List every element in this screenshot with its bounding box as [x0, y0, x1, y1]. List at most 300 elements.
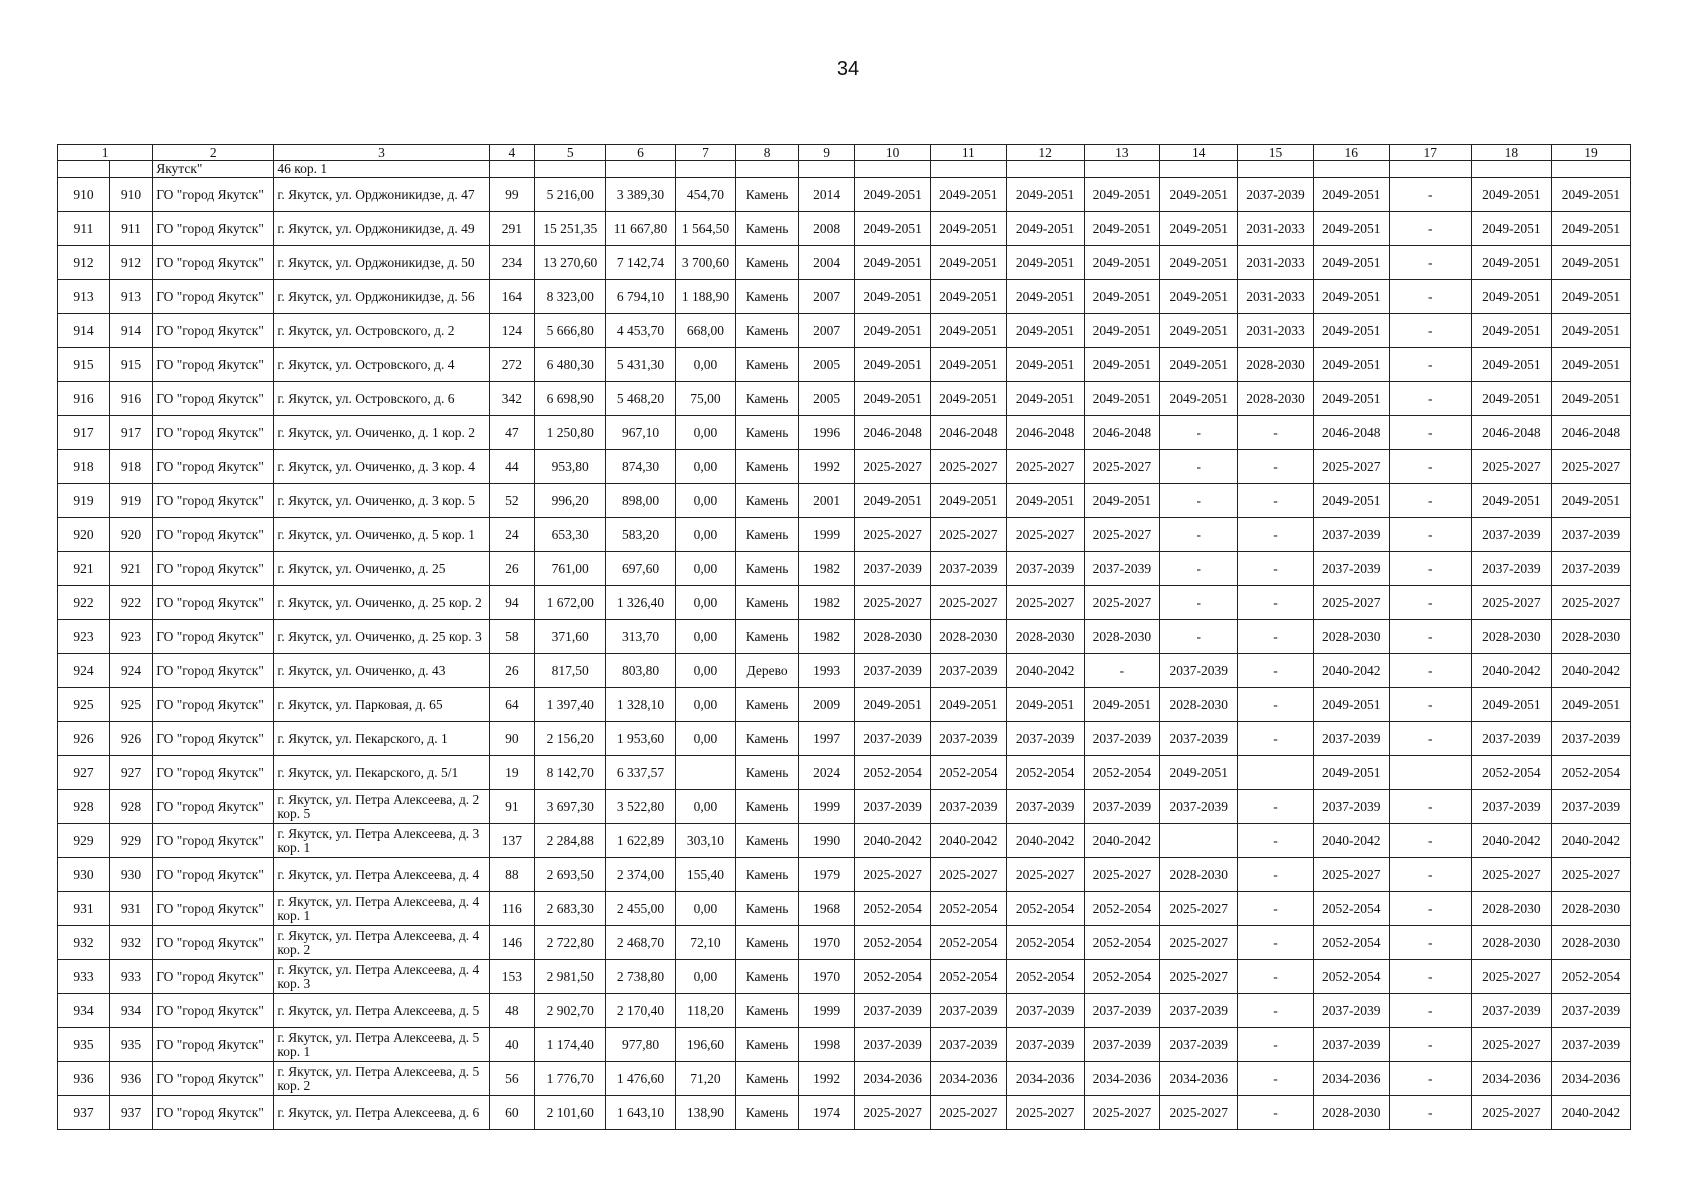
table-cell-col-1: 932	[58, 926, 110, 960]
column-number-row	[58, 145, 1631, 161]
table-cell-col-11: 2052-2054	[855, 926, 931, 960]
table-cell-col-5: 342	[489, 382, 534, 416]
table-cell-col-3: ГО "город Якутск"	[153, 892, 274, 926]
table-cell-col-18: -	[1389, 926, 1471, 960]
table-cell-col-6: 2 722,80	[535, 926, 606, 960]
table-cell-col-16: -	[1238, 824, 1314, 858]
table-cell-col-14: 2028-2030	[1084, 620, 1160, 654]
table-cell-col-4: г. Якутск, ул. Очиченко, д. 25 кор. 3	[274, 620, 489, 654]
table-cell-col-9: Камень	[736, 246, 799, 280]
table-row	[58, 484, 1631, 518]
table-cell-col-11: 2034-2036	[855, 1062, 931, 1096]
table-cell-col-5: 116	[489, 892, 534, 926]
table-cell-col-12: 2049-2051	[930, 314, 1006, 348]
table-cell-col-9: Камень	[736, 280, 799, 314]
table-cell-col-1: 927	[58, 756, 110, 790]
table-cell-col-2: 916	[109, 382, 152, 416]
table-cell-col-2: 929	[109, 824, 152, 858]
table-cell-col-16: 2028-2030	[1238, 348, 1314, 382]
table-cell-col-5: 26	[489, 654, 534, 688]
table-cell-col-12: 2025-2027	[930, 518, 1006, 552]
table-cell-col-11: 2049-2051	[855, 382, 931, 416]
table-cell-col-5: 19	[489, 756, 534, 790]
table-cell-col-4: г. Якутск, ул. Петра Алексеева, д. 4 кор. 1	[274, 892, 489, 926]
table-cell-col-11: 2037-2039	[855, 790, 931, 824]
table-cell-col-2: 931	[109, 892, 152, 926]
table-cell-col-19: 2049-2051	[1471, 212, 1551, 246]
table-cell-col-3: ГО "город Якутск"	[153, 688, 274, 722]
table-cell-col-12: 2040-2042	[930, 824, 1006, 858]
table-cell-col-8: 1 188,90	[675, 280, 736, 314]
table-cell-col-2: 920	[109, 518, 152, 552]
table-row	[58, 790, 1631, 824]
table-cell-col-3: ГО "город Якутск"	[153, 178, 274, 212]
table-cell-col-3: ГО "город Якутск"	[153, 722, 274, 756]
table-cell-col-10: 1974	[798, 1096, 854, 1130]
column-number-cell: 2	[153, 145, 274, 161]
table-cell-col-1: 917	[58, 416, 110, 450]
table-cell-col-6: 653,30	[535, 518, 606, 552]
table-cell-col-12: 2037-2039	[930, 722, 1006, 756]
table-cell-col-5: 24	[489, 518, 534, 552]
table-cell-col-5: 91	[489, 790, 534, 824]
table-cell-col-7: 313,70	[606, 620, 675, 654]
table-cell-col-14: 2049-2051	[1084, 688, 1160, 722]
table-cell-col-9: Камень	[736, 790, 799, 824]
table-cell-col-13: 2025-2027	[1006, 450, 1084, 484]
table-cell-col-17: 2049-2051	[1313, 178, 1389, 212]
table-cell-col-12: 2049-2051	[930, 280, 1006, 314]
table-cell-col-7: 697,60	[606, 552, 675, 586]
table-cell-col-8: 0,00	[675, 654, 736, 688]
table-cell-col-15: -	[1160, 586, 1238, 620]
table-cell-col-17: 2028-2030	[1313, 620, 1389, 654]
table-row	[58, 552, 1631, 586]
table-cell-col-6: 1 776,70	[535, 1062, 606, 1096]
table-row	[58, 824, 1631, 858]
table-cell-col-17: 2049-2051	[1313, 348, 1389, 382]
table-cell-col-7: 5 468,20	[606, 382, 675, 416]
table-cell-col-5: 88	[489, 858, 534, 892]
table-cell-col-19: 2049-2051	[1471, 178, 1551, 212]
table-cell-col-2: 932	[109, 926, 152, 960]
table-cell-col-10: 1992	[798, 1062, 854, 1096]
table-cell-col-16: 2031-2033	[1238, 246, 1314, 280]
table-cell-col-9: Камень	[736, 858, 799, 892]
table-cell-col-7: 2 374,00	[606, 858, 675, 892]
table-cell-col-2: 915	[109, 348, 152, 382]
table-cell-col-13: 2040-2042	[1006, 824, 1084, 858]
table-cell-col-5: 40	[489, 1028, 534, 1062]
table-cell-col-13: 2037-2039	[1006, 994, 1084, 1028]
table-cell-col-9: Камень	[736, 620, 799, 654]
table-cell-col-12: 2049-2051	[930, 688, 1006, 722]
table-cell-col-1: 910	[58, 178, 110, 212]
table-cell-col-13: 2025-2027	[1006, 858, 1084, 892]
table-cell-col-5: 99	[489, 178, 534, 212]
table-cell-col-6: 2 156,20	[535, 722, 606, 756]
table-cell-col-2: 913	[109, 280, 152, 314]
column-number-cell: 15	[1238, 145, 1314, 161]
table-cell-col-15: 2049-2051	[1160, 314, 1238, 348]
table-cell-col-17: 2049-2051	[1313, 756, 1389, 790]
table-cell-col-6: 2 981,50	[535, 960, 606, 994]
table-cell-col-3: ГО "город Якутск"	[153, 1028, 274, 1062]
table-cell-col-16: -	[1238, 518, 1314, 552]
table-cell-col-18: -	[1389, 382, 1471, 416]
table-cell-col-1: 937	[58, 1096, 110, 1130]
table-cell-col-8: 3 700,60	[675, 246, 736, 280]
table-cell-col-10: 2008	[798, 212, 854, 246]
table-cell-col-15: 2049-2051	[1160, 178, 1238, 212]
table-cell-col-3: ГО "город Якутск"	[153, 212, 274, 246]
table-cell-col-18: -	[1389, 858, 1471, 892]
column-number-cell: 9	[798, 145, 854, 161]
table-cell-col-13: 2025-2027	[1006, 586, 1084, 620]
table-cell-col-5: 146	[489, 926, 534, 960]
table-cell-col-13: 2037-2039	[1006, 1028, 1084, 1062]
table-cell-col-20: 2049-2051	[1551, 280, 1630, 314]
table-cell-col-8: 0,00	[675, 586, 736, 620]
table-cell-col-16: 2031-2033	[1238, 314, 1314, 348]
table-cell-col-15	[1160, 824, 1238, 858]
page-number: 34	[836, 58, 860, 80]
table-cell-col-18	[1389, 161, 1471, 178]
table-cell-col-3: ГО "город Якутск"	[153, 280, 274, 314]
table-cell-col-20: 2034-2036	[1551, 1062, 1630, 1096]
table-cell-col-15: 2049-2051	[1160, 382, 1238, 416]
table-cell-col-17: 2037-2039	[1313, 790, 1389, 824]
table-cell-col-10: 2024	[798, 756, 854, 790]
table-cell-col-6: 13 270,60	[535, 246, 606, 280]
table-cell-col-4: г. Якутск, ул. Очиченко, д. 3 кор. 5	[274, 484, 489, 518]
table-cell-col-6: 1 397,40	[535, 688, 606, 722]
table-cell-col-12: 2052-2054	[930, 960, 1006, 994]
table-cell-col-12: 2049-2051	[930, 212, 1006, 246]
table-cell-col-17: 2049-2051	[1313, 484, 1389, 518]
table-cell-col-11: 2025-2027	[855, 450, 931, 484]
table-cell-col-7: 977,80	[606, 1028, 675, 1062]
table-cell-col-6: 1 174,40	[535, 1028, 606, 1062]
table-cell-col-11: 2037-2039	[855, 654, 931, 688]
table-cell-col-3: ГО "город Якутск"	[153, 654, 274, 688]
table-cell-col-6: 953,80	[535, 450, 606, 484]
table-cell-col-5: 124	[489, 314, 534, 348]
table-cell-col-13: 2052-2054	[1006, 926, 1084, 960]
table-cell-col-2: 936	[109, 1062, 152, 1096]
table-cell-col-11: 2040-2042	[855, 824, 931, 858]
table-cell-col-8: 0,00	[675, 688, 736, 722]
table-cell-col-13: 2052-2054	[1006, 756, 1084, 790]
table-cell-col-4: г. Якутск, ул. Орджоникидзе, д. 49	[274, 212, 489, 246]
table-cell-col-20: 2049-2051	[1551, 348, 1630, 382]
table-cell-col-10: 1997	[798, 722, 854, 756]
table-cell-col-1	[58, 161, 110, 178]
table-cell-col-18: -	[1389, 178, 1471, 212]
table-cell-col-4: г. Якутск, ул. Орджоникидзе, д. 50	[274, 246, 489, 280]
table-cell-col-12: 2049-2051	[930, 382, 1006, 416]
table-cell-col-1: 920	[58, 518, 110, 552]
table-cell-col-3: ГО "город Якутск"	[153, 348, 274, 382]
table-cell-col-14: 2037-2039	[1084, 994, 1160, 1028]
table-cell-col-9: Камень	[736, 1028, 799, 1062]
table-cell-col-8	[675, 756, 736, 790]
table-cell-col-7: 803,80	[606, 654, 675, 688]
table-cell-col-4: г. Якутск, ул. Петра Алексеева, д. 5 кор. 2	[274, 1062, 489, 1096]
table-cell-col-14: 2049-2051	[1084, 246, 1160, 280]
table-cell-col-6: 2 683,30	[535, 892, 606, 926]
table-cell-col-17: 2046-2048	[1313, 416, 1389, 450]
table-cell-col-7: 1 622,89	[606, 824, 675, 858]
table-cell-col-20: 2049-2051	[1551, 314, 1630, 348]
table-cell-col-15: 2025-2027	[1160, 892, 1238, 926]
table-cell-col-7: 1 643,10	[606, 1096, 675, 1130]
table-cell-col-7: 7 142,74	[606, 246, 675, 280]
table-cell-col-17: 2052-2054	[1313, 892, 1389, 926]
table-row	[58, 688, 1631, 722]
table-cell-col-19: 2046-2048	[1471, 416, 1551, 450]
table-cell-col-10: 2005	[798, 382, 854, 416]
table-cell-col-20: 2037-2039	[1551, 518, 1630, 552]
table-row	[58, 654, 1631, 688]
table-cell-col-12: 2049-2051	[930, 484, 1006, 518]
table-cell-col-12: 2046-2048	[930, 416, 1006, 450]
table-cell-col-20: 2037-2039	[1551, 552, 1630, 586]
table-cell-col-11: 2049-2051	[855, 314, 931, 348]
table-cell-col-15: 2049-2051	[1160, 212, 1238, 246]
table-cell-col-7: 5 431,30	[606, 348, 675, 382]
table-cell-col-17: 2040-2042	[1313, 824, 1389, 858]
table-cell-col-2: 925	[109, 688, 152, 722]
table-cell-col-10: 1982	[798, 552, 854, 586]
table-cell-col-13: 2040-2042	[1006, 654, 1084, 688]
table-cell-col-15: 2049-2051	[1160, 246, 1238, 280]
table-cell-col-8: 303,10	[675, 824, 736, 858]
table-cell-col-12	[930, 161, 1006, 178]
table-cell-col-8: 1 564,50	[675, 212, 736, 246]
table-cell-col-7: 1 953,60	[606, 722, 675, 756]
column-number-cell: 12	[1006, 145, 1084, 161]
table-cell-col-18: -	[1389, 654, 1471, 688]
table-cell-col-10: 1990	[798, 824, 854, 858]
column-number-cell: 13	[1084, 145, 1160, 161]
column-number-cell: 3	[274, 145, 489, 161]
table-cell-col-12: 2037-2039	[930, 1028, 1006, 1062]
table-cell-col-8: 668,00	[675, 314, 736, 348]
table-row	[58, 1062, 1631, 1096]
table-cell-col-14: 2034-2036	[1084, 1062, 1160, 1096]
table-row	[58, 416, 1631, 450]
table-cell-col-8: 0,00	[675, 620, 736, 654]
table-cell-col-9: Камень	[736, 552, 799, 586]
table-cell-col-6: 2 902,70	[535, 994, 606, 1028]
table-row	[58, 178, 1631, 212]
table-cell-col-10: 2007	[798, 314, 854, 348]
table-cell-col-3: ГО "город Якутск"	[153, 518, 274, 552]
table-cell-col-13: 2028-2030	[1006, 620, 1084, 654]
table-cell-col-16: -	[1238, 484, 1314, 518]
table-cell-col-12: 2037-2039	[930, 790, 1006, 824]
table-cell-col-5: 272	[489, 348, 534, 382]
table-cell-col-13: 2049-2051	[1006, 178, 1084, 212]
table-cell-col-13: 2049-2051	[1006, 314, 1084, 348]
table-cell-col-16: -	[1238, 416, 1314, 450]
table-cell-col-8: 0,00	[675, 790, 736, 824]
table-cell-col-6: 371,60	[535, 620, 606, 654]
table-cell-col-8: 0,00	[675, 450, 736, 484]
table-cell-col-15	[1160, 161, 1238, 178]
table-cell-col-6: 1 250,80	[535, 416, 606, 450]
table-cell-col-3: ГО "город Якутск"	[153, 586, 274, 620]
column-number-cell: 14	[1160, 145, 1238, 161]
table-cell-col-10: 2004	[798, 246, 854, 280]
table-cell-col-16: -	[1238, 994, 1314, 1028]
table-cell-col-12: 2037-2039	[930, 994, 1006, 1028]
table-cell-col-2: 924	[109, 654, 152, 688]
table-cell-col-20: 2049-2051	[1551, 688, 1630, 722]
table-cell-col-13: 2025-2027	[1006, 518, 1084, 552]
table-cell-col-14: 2037-2039	[1084, 552, 1160, 586]
table-cell-col-8: 72,10	[675, 926, 736, 960]
column-number-cell: 8	[736, 145, 799, 161]
table-cell-col-8: 0,00	[675, 416, 736, 450]
table-cell-col-2: 918	[109, 450, 152, 484]
table-cell-col-7: 898,00	[606, 484, 675, 518]
table-cell-col-16: 2031-2033	[1238, 280, 1314, 314]
table-cell-col-15: 2049-2051	[1160, 756, 1238, 790]
table-cell-col-11: 2052-2054	[855, 960, 931, 994]
table-cell-col-19: 2034-2036	[1471, 1062, 1551, 1096]
table-cell-col-11: 2049-2051	[855, 246, 931, 280]
table-cell-col-1: 930	[58, 858, 110, 892]
table-cell-col-5: 48	[489, 994, 534, 1028]
table-cell-col-2: 914	[109, 314, 152, 348]
table-cell-col-7: 1 476,60	[606, 1062, 675, 1096]
table-cell-col-9	[736, 161, 799, 178]
table-cell-col-18: -	[1389, 722, 1471, 756]
table-cell-col-1: 919	[58, 484, 110, 518]
table-cell-col-4: г. Якутск, ул. Очиченко, д. 1 кор. 2	[274, 416, 489, 450]
table-cell-col-16: 2037-2039	[1238, 178, 1314, 212]
table-cell-col-17	[1313, 161, 1389, 178]
table-cell-col-1: 936	[58, 1062, 110, 1096]
table-cell-col-20: 2049-2051	[1551, 484, 1630, 518]
table-cell-col-9: Камень	[736, 450, 799, 484]
table-cell-col-17: 2049-2051	[1313, 688, 1389, 722]
table-cell-col-8: 118,20	[675, 994, 736, 1028]
table-cell-col-10: 1968	[798, 892, 854, 926]
table-cell-col-5	[489, 161, 534, 178]
table-cell-col-1: 931	[58, 892, 110, 926]
table-cell-col-10: 1999	[798, 790, 854, 824]
column-number-cell: 19	[1551, 145, 1630, 161]
table-cell-col-6: 3 697,30	[535, 790, 606, 824]
table-cell-col-4: г. Якутск, ул. Очиченко, д. 5 кор. 1	[274, 518, 489, 552]
column-number-cell: 16	[1313, 145, 1389, 161]
table-row	[58, 960, 1631, 994]
table-cell-col-13: 2049-2051	[1006, 348, 1084, 382]
table-cell-col-10: 1999	[798, 518, 854, 552]
table-cell-col-11: 2049-2051	[855, 688, 931, 722]
table-cell-col-11: 2049-2051	[855, 348, 931, 382]
table-cell-col-12: 2034-2036	[930, 1062, 1006, 1096]
table-cell-col-6: 817,50	[535, 654, 606, 688]
table-cell-col-2: 911	[109, 212, 152, 246]
table-cell-col-1: 923	[58, 620, 110, 654]
table-cell-col-10: 1996	[798, 416, 854, 450]
table-cell-col-19: 2052-2054	[1471, 756, 1551, 790]
table-cell-col-15: -	[1160, 416, 1238, 450]
table-cell-col-11: 2049-2051	[855, 484, 931, 518]
table-cell-col-7: 967,10	[606, 416, 675, 450]
table-cell-col-4: г. Якутск, ул. Петра Алексеева, д. 6	[274, 1096, 489, 1130]
table-cell-col-4: г. Якутск, ул. Пекарского, д. 5/1	[274, 756, 489, 790]
table-cell-col-17: 2037-2039	[1313, 722, 1389, 756]
table-cell-col-10: 1970	[798, 960, 854, 994]
table-cell-col-13: 2052-2054	[1006, 892, 1084, 926]
table-cell-col-14: 2049-2051	[1084, 348, 1160, 382]
table-cell-col-7: 2 170,40	[606, 994, 675, 1028]
table-cell-col-9: Камень	[736, 484, 799, 518]
table-cell-col-11: 2037-2039	[855, 994, 931, 1028]
table-cell-col-5: 164	[489, 280, 534, 314]
table-cell-col-19: 2049-2051	[1471, 246, 1551, 280]
table-row	[58, 756, 1631, 790]
table-cell-col-13: 2025-2027	[1006, 1096, 1084, 1130]
table-cell-col-18: -	[1389, 1096, 1471, 1130]
table-cell-col-11: 2049-2051	[855, 280, 931, 314]
table-cell-col-2: 917	[109, 416, 152, 450]
table-cell-col-15: 2049-2051	[1160, 348, 1238, 382]
table-cell-col-2: 934	[109, 994, 152, 1028]
table-cell-col-16: -	[1238, 450, 1314, 484]
table-cell-col-4: г. Якутск, ул. Очиченко, д. 25 кор. 2	[274, 586, 489, 620]
table-cell-col-11: 2037-2039	[855, 1028, 931, 1062]
table-cell-col-9: Дерево	[736, 654, 799, 688]
table-cell-col-19: 2049-2051	[1471, 348, 1551, 382]
table-cell-col-11: 2049-2051	[855, 212, 931, 246]
table-cell-col-19: 2037-2039	[1471, 722, 1551, 756]
table-cell-col-10: 2014	[798, 178, 854, 212]
table-cell-col-3: ГО "город Якутск"	[153, 1062, 274, 1096]
table-cell-col-18: -	[1389, 416, 1471, 450]
table-cell-col-15: 2025-2027	[1160, 1096, 1238, 1130]
table-cell-col-19: 2028-2030	[1471, 892, 1551, 926]
table-cell-col-17: 2028-2030	[1313, 1096, 1389, 1130]
table-cell-col-4: г. Якутск, ул. Петра Алексеева, д. 4	[274, 858, 489, 892]
table-cell-col-17: 2037-2039	[1313, 1028, 1389, 1062]
table-cell-col-9: Камень	[736, 586, 799, 620]
table-cell-col-9: Камень	[736, 348, 799, 382]
table-cell-col-14	[1084, 161, 1160, 178]
table-cell-col-10: 1982	[798, 586, 854, 620]
table-cell-col-3: ГО "город Якутск"	[153, 450, 274, 484]
table-cell-col-6: 2 693,50	[535, 858, 606, 892]
table-cell-col-2: 930	[109, 858, 152, 892]
table-cell-col-12: 2052-2054	[930, 756, 1006, 790]
table-cell-col-8: 71,20	[675, 1062, 736, 1096]
table-cell-col-17: 2049-2051	[1313, 314, 1389, 348]
table-cell-col-12: 2049-2051	[930, 178, 1006, 212]
table-cell-col-14: 2037-2039	[1084, 790, 1160, 824]
table-cell-col-5: 137	[489, 824, 534, 858]
table-cell-col-20: 2049-2051	[1551, 212, 1630, 246]
table-cell-col-2: 922	[109, 586, 152, 620]
table-cell-col-10: 2007	[798, 280, 854, 314]
table-cell-col-1: 925	[58, 688, 110, 722]
table-cell-col-3: ГО "город Якутск"	[153, 960, 274, 994]
table-row	[58, 620, 1631, 654]
